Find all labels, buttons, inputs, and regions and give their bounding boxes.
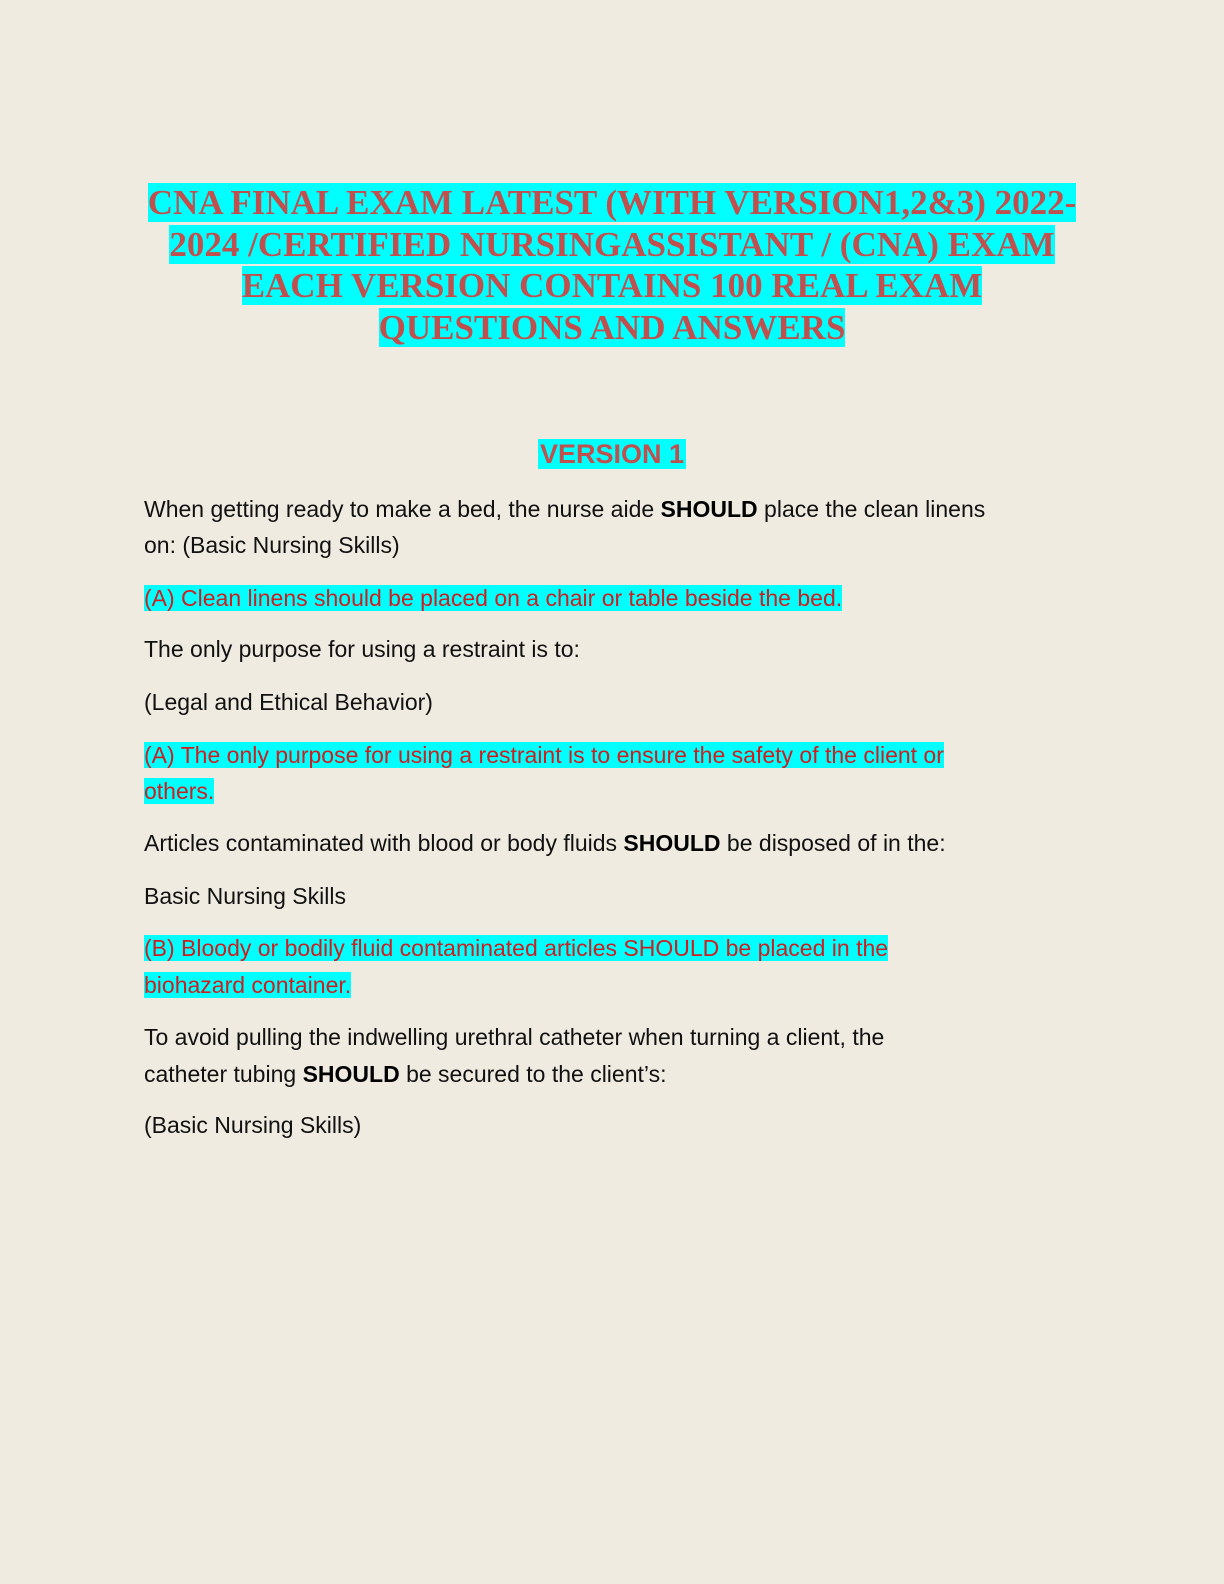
question-2-line-2: (Legal and Ethical Behavior) <box>144 689 433 715</box>
title-line-3: EACH VERSION CONTAINS 100 REAL EXAM <box>241 266 983 305</box>
question-2-line-1: The only purpose for using a restraint is to: <box>144 636 580 662</box>
title-line-4: QUESTIONS AND ANSWERS <box>378 307 846 347</box>
question-4-line-2: catheter tubing SHOULD be secured to the client’s: <box>144 1061 667 1087</box>
title-line-2: 2024 /CERTIFIED NURSINGASSISTANT / (CNA) EXAM <box>169 224 1055 264</box>
question-1-line-1: When getting ready to make a bed, the nurse aide SHOULD place the clean linens <box>144 496 986 522</box>
document-title <box>120 182 1104 348</box>
question-3-line-1: Articles contaminated with blood or body fluids SHOULD be disposed of in the: <box>144 830 946 856</box>
answer-3-line-1: (B) Bloody or bodily fluid contaminated articles SHOULD be placed in the <box>144 935 889 961</box>
title-line-1: CNA FINAL EXAM LATEST (WITH VERSION1,2&3) 2022- <box>147 183 1077 222</box>
answer-1: (A) Clean linens should be placed on a chair or table beside the bed. <box>144 585 843 611</box>
question-3-line-2: Basic Nursing Skills <box>144 883 346 909</box>
answer-3-line-2: biohazard container. <box>144 972 352 998</box>
answer-2-line-1: (A) The only purpose for using a restraint is to ensure the safety of the client or <box>144 742 944 768</box>
question-4-line-1: To avoid pulling the indwelling urethral catheter when turning a client, the <box>144 1024 885 1050</box>
answer-2-line-2: others. <box>144 778 215 804</box>
question-4-line-3: (Basic Nursing Skills) <box>144 1112 362 1138</box>
question-1-line-2: on: (Basic Nursing Skills) <box>144 532 400 558</box>
version-heading: VERSION 1 <box>539 439 685 469</box>
